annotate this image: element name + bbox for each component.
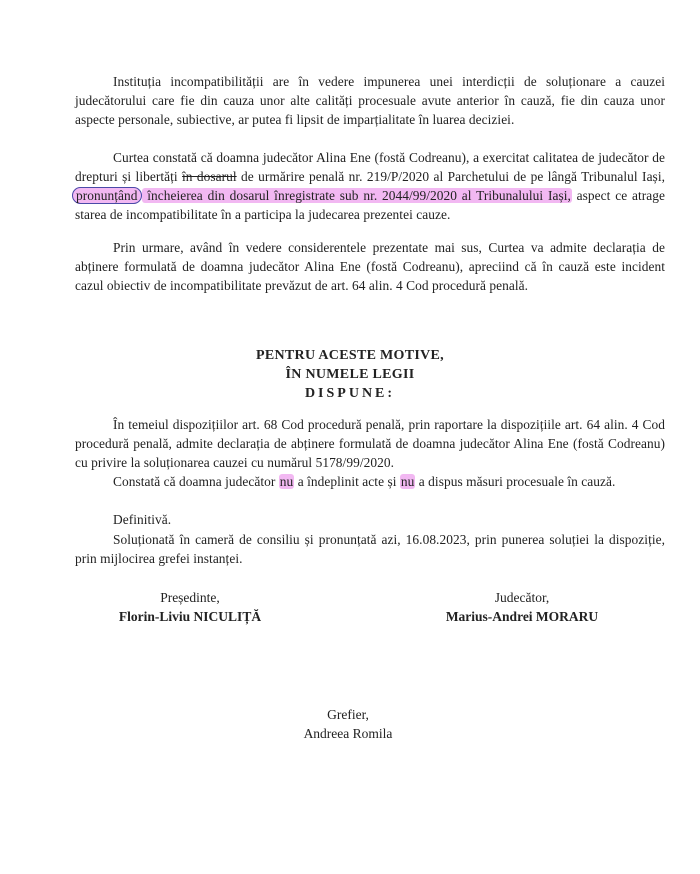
- paragraph-pronounced: Soluționată în cameră de consiliu și pronunțată azi, 16.08.2023, prin punerea soluției la dispoziție, prin mijlocirea grefei instanței.: [75, 532, 665, 566]
- paragraph-incompatibility: Instituția incompatibilității are în vedere impunerea unei interdicții de soluționare a cauzei judecătorului care fie din cauza unor alte calități procesuale avute anterior în cauză, fie din cauza unor aspecte personale, subiective, ar putea fi lipsit de imparțialitate în luarea deciziei.: [75, 74, 665, 127]
- highlighted-text: încheierea din dosarul înregistrate sub nr. 2044/99/2020 al Tribunalului Iași,: [142, 188, 571, 203]
- dispositive-heading: [0, 346, 700, 403]
- heading-line-law: ÎN NUMELE LEGII: [285, 367, 415, 382]
- text-segment: a dispus măsuri procesuale în cauză.: [415, 474, 616, 489]
- signature-name: Andreea Romila: [303, 726, 393, 741]
- paragraph-final: Definitivă.: [113, 512, 172, 527]
- paragraph-ruling: În temeiul dispozițiilor art. 68 Cod procedură penală, prin raportare la dispozițiile art. 64 alin. 4 Cod procedură penală, admite declarația de abținere formulată de doamna judecător Alina Ene (fostă Codreanu) cu privire la soluționarea cauzei cu numărul 5178/99/2020.: [75, 417, 665, 470]
- signature-title: Președinte,: [160, 590, 220, 605]
- signature-judge: [412, 588, 632, 626]
- text-segment: a îndeplinit acte și: [294, 474, 400, 489]
- text-segment: Constată că doamna judecător: [113, 474, 279, 489]
- signature-clerk: [268, 705, 428, 743]
- signature-president: [90, 588, 290, 626]
- struck-text: în dosarul: [182, 169, 237, 184]
- text-segment: aspect ce atrage starea de incompatibilitate în a participa la judecarea prezentei cauze.: [75, 188, 665, 222]
- paragraph-finding-acts: [75, 472, 665, 491]
- highlighted-word: nu: [400, 474, 415, 489]
- signature-title: Grefier,: [327, 707, 369, 722]
- paragraph-conclusion: Prin urmare, având în vedere considerentele prezentate mai sus, Curtea va admite declarația de abținere formulată de doamna judecător Alina Ene (fostă Codreanu), apreciind că în cauză este incident cazul obiectiv de incompatibilitate prevăzut de art. 64 alin. 4 Cod procedură penală.: [75, 240, 665, 293]
- signature-name: Marius-Andrei MORARU: [445, 609, 599, 624]
- signature-name: Florin-Liviu NICULIȚĂ: [118, 609, 262, 624]
- heading-line-dispune: DISPUNE:: [304, 386, 396, 401]
- text-segment: Curtea constată că doamna judecător Alina Ene (fostă Codreanu), a exercitat calitatea de judecător de drepturi și libertăți: [75, 150, 665, 184]
- heading-line-motives: PENTRU ACESTE MOTIVE,: [256, 348, 444, 363]
- signature-title: Judecător,: [494, 590, 550, 605]
- text-segment: de urmărire penală nr. 219/P/2020 al Parchetului de pe lângă Tribunalul Iași,: [236, 169, 665, 184]
- highlighted-word: nu: [279, 474, 294, 489]
- paragraph-court-finding: [75, 148, 665, 224]
- circled-highlighted-word: pronunțând: [72, 187, 142, 204]
